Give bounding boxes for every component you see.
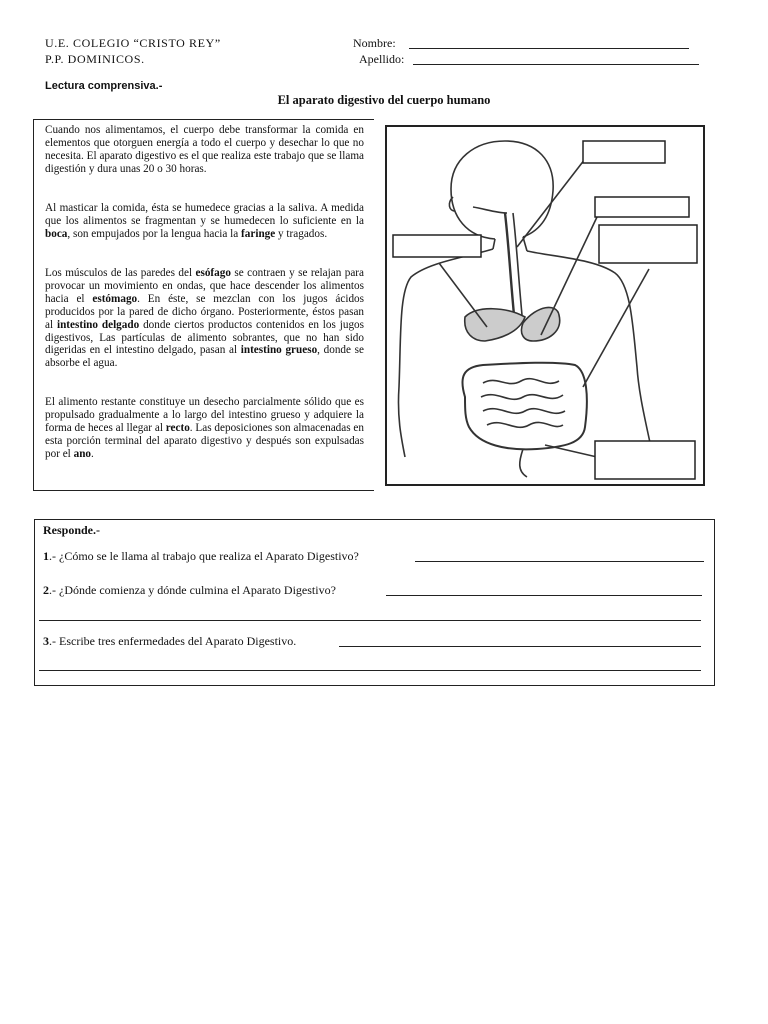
reading-box [33, 119, 374, 491]
school-dept: P.P. DOMINICOS. [45, 52, 145, 66]
reading-top-rule [33, 119, 374, 120]
reading-paragraph-4: El alimento restante constituye un desecho parcialmente sólido que es propulsado gradualmente a lo largo del intestino grueso y adquiere la forma de heces al llegar al recto. Las deposiciones son almacenadas en esta porción terminal del aparato digestivo y después son expulsadas por el ano. [45, 396, 364, 460]
label-box-1[interactable] [583, 141, 665, 163]
question-3: 3.- Escribe tres enfermedades del Aparato Digestivo. [43, 634, 297, 648]
question-2: 2.- ¿Dónde comienza y dónde culmina el Aparato Digestivo? [43, 583, 336, 597]
digestive-system-illustration [387, 127, 703, 484]
reading-paragraph-2: Al masticar la comida, ésta se humedece gracias a la saliva. A medida que los alimentos se fragmentan y se humedecen lo suficiente en la boca, son empujados por la lengua hacia la faringe y tragados. [45, 202, 364, 240]
name-label: Nombre: [353, 36, 396, 50]
name-field[interactable] [409, 48, 689, 49]
section-label: Lectura comprensiva.- [45, 80, 163, 92]
surname-label: Apellido: [359, 52, 405, 66]
answer-3-line-2[interactable] [39, 670, 701, 671]
answer-1-line[interactable] [415, 561, 704, 562]
surname-field[interactable] [413, 64, 699, 65]
answer-2-line-2[interactable] [39, 620, 701, 621]
school-name: U.E. COLEGIO “CRISTO REY” [45, 36, 221, 50]
label-box-2[interactable] [595, 197, 689, 217]
label-box-4[interactable] [393, 235, 481, 257]
reading-paragraph-1: Cuando nos alimentamos, el cuerpo debe transformar la comida en elementos que otorguen energía a todo el cuerpo y desechar lo que no necesita. El aparato digestivo es el que realiza este trabajo que se llama digestión y dura unas 20 o 30 horas. [45, 124, 364, 175]
questions-heading: Responde.- [43, 523, 101, 537]
reading-paragraph-3: Los músculos de las paredes del esófago se contraen y se relajan para provocar un movimiento en ondas, que hace descender los alimentos hacia el estómago. En éste, se mezclan con los jugos ácidos producidos por la pared de dicho órgano. Posteriormente, éstos pasan al intestino delgado donde ciertos productos contenidos en los jugos digestivos, Las partículas de alimento sobrantes, que no han sido digeridas en el intestino delgado, pasan al intestino grueso, donde se absorbe el agua. [45, 267, 364, 370]
question-1: 1.- ¿Cómo se le llama al trabajo que realiza el Aparato Digestivo? [43, 549, 359, 563]
reading-bottom-rule [33, 490, 374, 491]
label-box-5[interactable] [595, 441, 695, 479]
answer-2-line[interactable] [386, 595, 702, 596]
questions-box [34, 519, 715, 686]
answer-3-line[interactable] [339, 646, 701, 647]
digestive-diagram [385, 125, 705, 486]
label-box-3[interactable] [599, 225, 697, 263]
page-title: El aparato digestivo del cuerpo humano [277, 93, 491, 107]
